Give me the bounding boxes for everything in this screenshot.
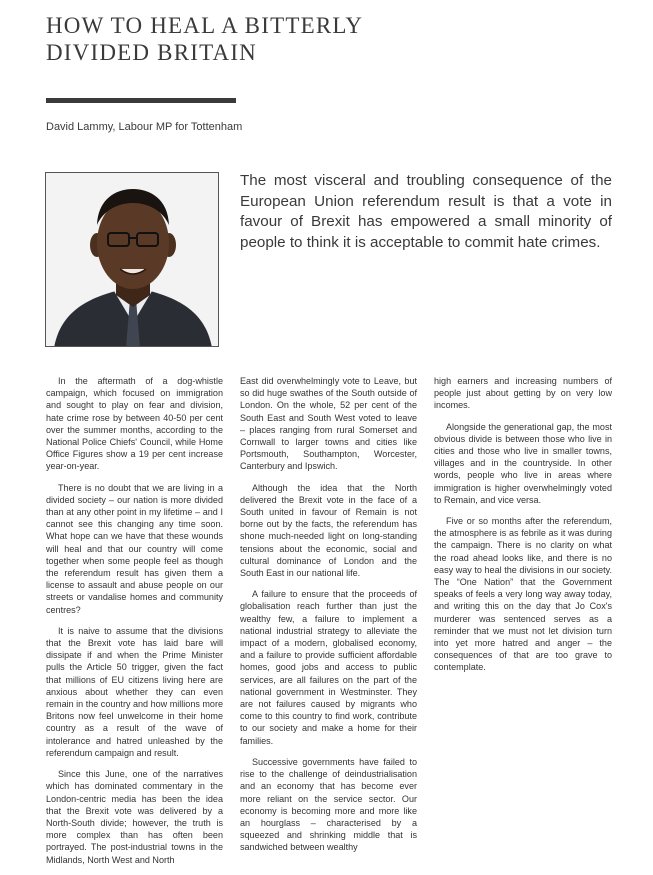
article-column-3 bbox=[434, 375, 612, 683]
paragraph: Alongside the generational gap, the most obvious divide is between those who live in cities and those who live in smaller towns, villages and in the countryside. In other words, people who live in areas where immigration is higher overwhelmingly voted to Remain, and vice versa. bbox=[434, 421, 612, 505]
portrait-photo-icon bbox=[46, 173, 219, 347]
article-column-2 bbox=[240, 375, 417, 863]
paragraph: It is naive to assume that the divisions that the Brexit vote has laid bare will dissipate if and when the Prime Minister pulls the Article 50 trigger, given the fact that millions of EU citizens living here are anxious about whether they can even remain in the country and how millions more Britons now feel unwelcome in their home country as a result of the wave of intolerance and hatred unleashed by the referendum campaign and result. bbox=[46, 625, 223, 758]
title-line-2: DIVIDED BRITAIN bbox=[46, 40, 257, 65]
article-column-1 bbox=[46, 375, 223, 875]
paragraph: Successive governments have failed to rise to the challenge of deindustrialisation and an economy that has become ever more reliant on the service sector. Our economy is becoming more and more like an hourglass – characterised by a squeezed and shrinking middle that is sandwiched between wealthy bbox=[240, 756, 417, 853]
paragraph: There is no doubt that we are living in a divided society – our nation is more divided than at any other point in my lifetime – and I cannot see this changing any time soon. What hope can we have that these wounds will heal and that our country will come together when some people feel as though the referendum result has given them a license to assault and abuse people on our streets or vandalise homes and community centres? bbox=[46, 482, 223, 615]
paragraph: Since this June, one of the narratives which has dominated commentary in the London-centric media has been the idea that the Brexit vote was delivered by a North-South divide; however, the truth is more complex than has often been portrayed. The post-industrial towns in the Midlands, North West and North bbox=[46, 769, 223, 865]
title-divider bbox=[46, 98, 236, 103]
paragraph: Five or so months after the referendum, the atmosphere is as febrile as it was during the campaign. There is no clarity on what the road ahead looks like, and there is no easy way to heal the divisions in our society. The “One Nation” that the Government speaks of feels a very long way away today, and writing this on the day that Jo Cox's murderer was sentenced serves as a reminder that we must not let division turn into yet more hatred and anger – the consequences of that are too grave to contemplate. bbox=[434, 516, 612, 673]
paragraph: high earners and increasing numbers of people just about getting by on very low incomes. bbox=[434, 376, 612, 411]
article-title bbox=[46, 12, 606, 66]
title-line-1: HOW TO HEAL A BITTERLY bbox=[46, 13, 364, 38]
pull-quote: The most visceral and troubling consequence of the European Union referendum result is that a vote in favour of Brexit has empowered a small minority of people to think it is acceptable to commit hate crimes. bbox=[240, 172, 612, 251]
author-portrait bbox=[45, 172, 219, 347]
author-byline: David Lammy, Labour MP for Tottenham bbox=[46, 121, 243, 133]
paragraph: East did overwhelmingly vote to Leave, but so did huge swathes of the South outside of London. On the whole, 52 per cent of the South East and South West voted to leave – places ranging from rural Somerset and Cornwall to larger towns and cities like Portsmouth, Southampton, Worcester, Canterbury and Ipswich. bbox=[240, 376, 417, 472]
paragraph: Although the idea that the North delivered the Brexit vote in the face of a South united in favour of Remain is not borne out by the facts, the referendum has shone much-needed light on long-standing tensions about the economic, social and cultural dominance of London and the South East in our national life. bbox=[240, 482, 417, 579]
paragraph: A failure to ensure that the proceeds of globalisation reach further than just the wealthy few, a failure to implement a national industrial strategy to alleviate the impact of a modern, globalised economy, and a failure to provide sufficient affordable homes, good jobs and access to public services, are all failures on the part of the national government in Westminster. They are not failures caused by migrants who come to this country to find work, contribute to our society and make a home for their families. bbox=[240, 589, 417, 746]
paragraph: In the aftermath of a dog-whistle campaign, which focused on immigration and sought to play on fear and division, hate crime rose by between 40-50 per cent over the summer months, according to the National Police Chiefs' Council, while Home Office Figures show a 19 per cent increase year-on-year. bbox=[46, 376, 223, 472]
